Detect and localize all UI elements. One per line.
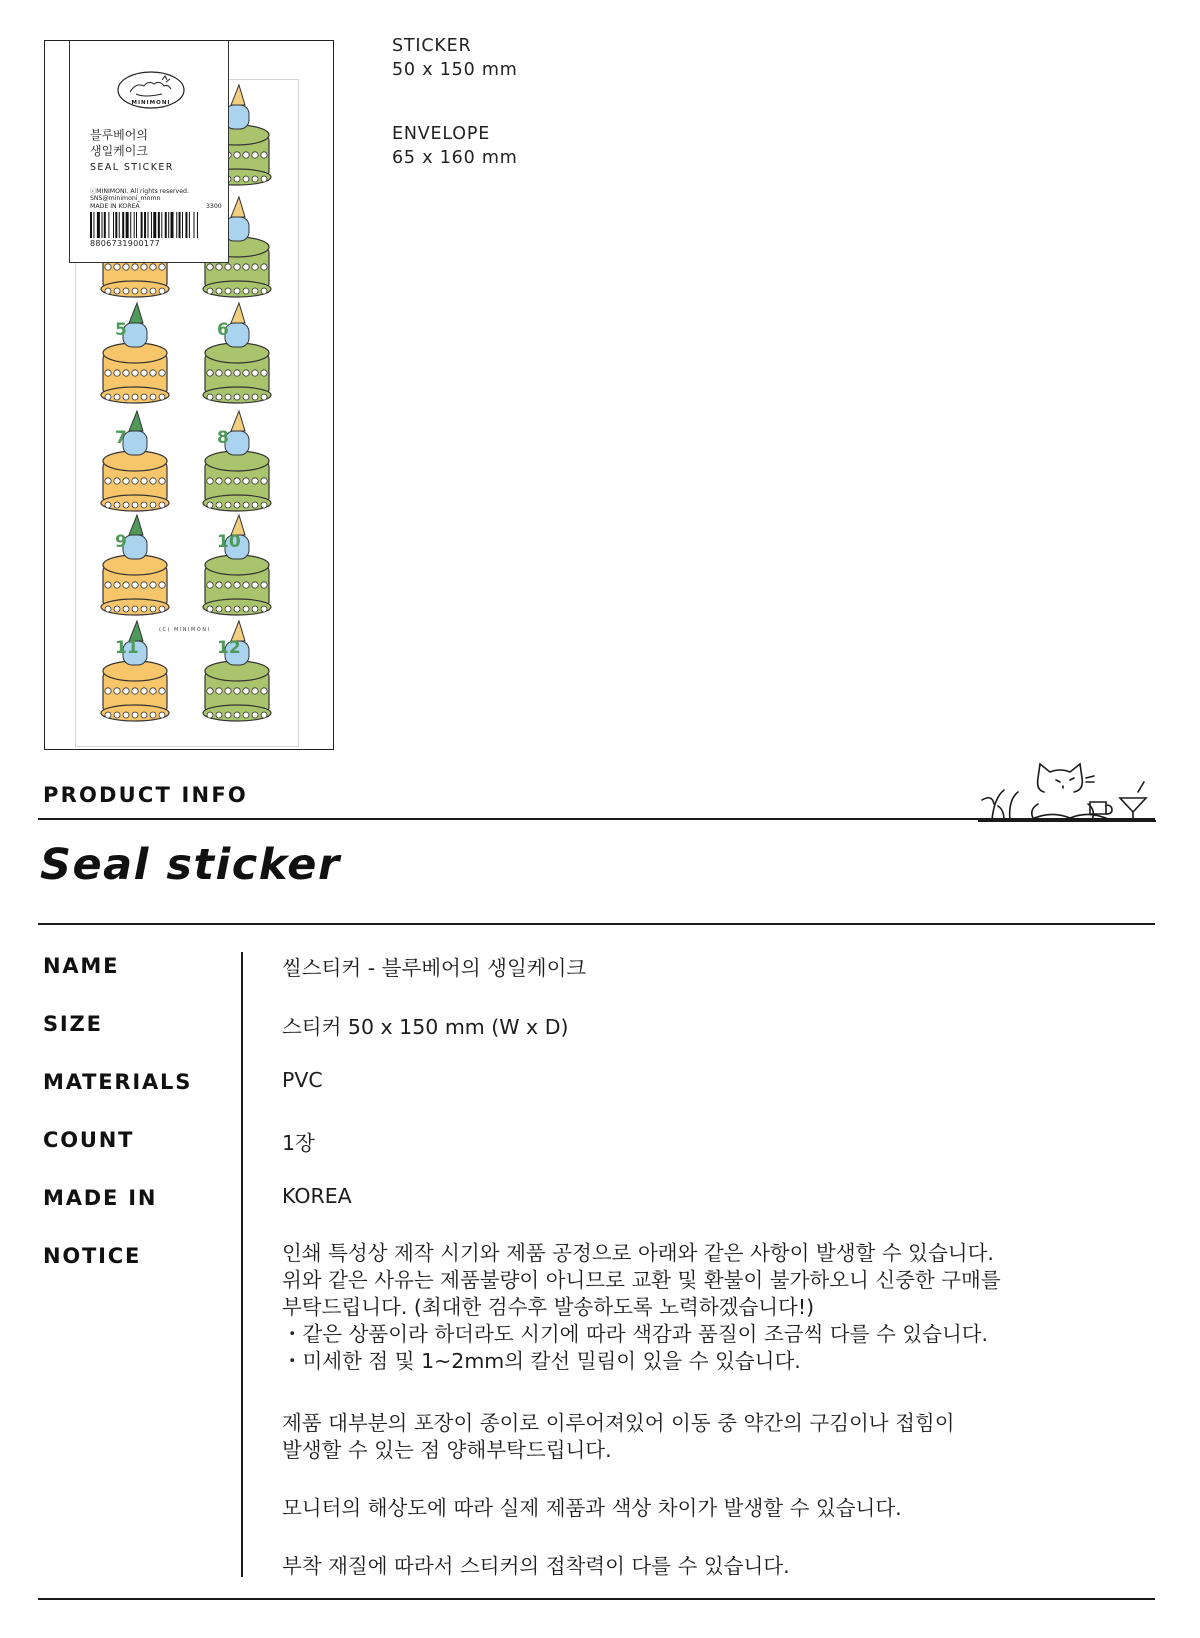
barcode-bar (182, 212, 183, 238)
barcode-bar (189, 212, 190, 238)
envelope-size: 65 x 160 mm (392, 148, 518, 168)
count-value: 1장 (282, 1131, 315, 1155)
barcode-bar (151, 212, 152, 238)
cat-reading-icon (978, 752, 1156, 822)
minimoni-logo-icon (116, 70, 186, 114)
barcode-bar (122, 212, 124, 238)
materials-value: PVC (282, 1068, 323, 1092)
made-in-value: KOREA (282, 1184, 352, 1208)
barcode-bar (165, 212, 167, 238)
tag-made-in: MADE IN KOREA (90, 203, 140, 210)
barcode-bar (134, 212, 135, 238)
notice-line: 위와 같은 사유는 제품불량이 아니므로 교환 및 환불이 불가하오니 신중한 구매를 (282, 1268, 1001, 1292)
barcode-bar (168, 212, 169, 238)
size-label: SIZE (43, 1012, 103, 1036)
barcode-bar (158, 212, 160, 238)
barcode-bar (97, 212, 100, 238)
barcode-bar (93, 212, 94, 238)
name-label: NAME (43, 954, 120, 978)
cake-number: 9 (115, 532, 127, 552)
cake-number: 10 (217, 532, 241, 552)
name-value: 씰스티커 - 블루베어의 생일케이크 (282, 956, 587, 980)
notice-line: 모니터의 해상도에 따라 실제 제품과 색상 차이가 발생할 수 있습니다. (282, 1496, 902, 1520)
sheet-copyright: (C) MINIMONI (159, 627, 211, 633)
barcode-bar (171, 212, 174, 238)
barcode-bar (185, 212, 187, 238)
barcode-bar (148, 212, 149, 238)
divider-top (38, 818, 1155, 820)
notice-line: 부탁드립니다. (최대한 검수후 발송하도록 노력하겠습니다!) (282, 1295, 815, 1319)
barcode-bar (90, 212, 92, 238)
cake-number: 7 (115, 428, 127, 448)
cake-number: 12 (217, 638, 241, 658)
barcode-bar (108, 212, 109, 238)
cake-number: 8 (217, 428, 229, 448)
cake-sticker (101, 621, 169, 721)
notice-line: 인쇄 특성상 제작 시기와 제품 공정으로 아래와 같은 사항이 발생할 수 있습니다. (282, 1241, 994, 1265)
divider-middle (38, 923, 1155, 925)
barcode-bar (161, 212, 162, 238)
cake-sticker (203, 411, 271, 511)
count-label: COUNT (43, 1128, 135, 1152)
tag-price: 3300 (206, 203, 222, 210)
barcode-bar (197, 212, 198, 238)
tag-title-line1: 블루베어의 (90, 128, 148, 142)
divider-bottom (38, 1598, 1155, 1600)
notice-line: ・미세한 점 및 1~2mm의 칼선 밀림이 있을 수 있습니다. (282, 1349, 801, 1373)
table-divider (241, 952, 243, 1577)
made-in-label: MADE IN (43, 1186, 158, 1210)
barcode-bar (102, 212, 103, 238)
notice-label: NOTICE (43, 1244, 142, 1268)
barcode-bar (194, 212, 195, 238)
materials-label: MATERIALS (43, 1070, 193, 1094)
barcode-bar (119, 212, 120, 238)
cake-sticker (101, 515, 169, 615)
size-value: 스티커 50 x 150 mm (W x D) (282, 1015, 569, 1039)
product-title: Seal sticker (40, 840, 341, 890)
cake-sticker (101, 411, 169, 511)
cake-sticker (203, 515, 271, 615)
tag-title-line2: 생일케이크 (90, 144, 148, 158)
sticker-size: 50 x 150 mm (392, 60, 518, 80)
section-label: PRODUCT INFO (43, 783, 248, 807)
envelope-label: ENVELOPE (392, 124, 491, 144)
barcode-bar (144, 212, 146, 238)
barcode-bar (113, 212, 114, 238)
cake-number: 6 (217, 320, 229, 340)
barcode-bar (126, 212, 129, 238)
barcode-bar (153, 212, 156, 238)
barcode-bar (104, 212, 106, 238)
cake-number: 11 (115, 638, 139, 658)
barcode-bar (141, 212, 143, 238)
barcode-bar (136, 212, 137, 238)
barcode-bar (130, 212, 131, 238)
notice-line: 발생할 수 있는 점 양해부탁드립니다. (282, 1438, 612, 1462)
tag-subtitle: SEAL STICKER (90, 162, 174, 173)
barcode-icon (90, 212, 218, 238)
sticker-label: STICKER (392, 36, 472, 56)
logo-text: MINIMONI (131, 100, 171, 106)
barcode-bar (176, 212, 177, 238)
notice-line: 제품 대부분의 포장이 종이로 이루어져있어 이동 중 약간의 구김이나 접힘이 (282, 1411, 955, 1435)
cake-sticker (203, 303, 271, 403)
package-tag (69, 40, 229, 263)
barcode-number: 8806731900177 (90, 239, 161, 248)
barcode-bar (115, 212, 117, 238)
notice-line: 부착 재질에 따라서 스티커의 접착력이 다를 수 있습니다. (282, 1554, 790, 1578)
cake-sticker (101, 303, 169, 403)
product-image (44, 40, 334, 750)
tag-rights: ⓒMINIMONI. All rights reserved. (90, 188, 189, 195)
barcode-bar (179, 212, 181, 238)
notice-line: ・같은 상품이라 하더라도 시기에 따라 색감과 품질이 조금씩 다를 수 있습니다. (282, 1322, 989, 1346)
cake-sticker (203, 621, 271, 721)
tag-sns: SNS@minimoni_mnmn (90, 195, 161, 202)
cake-number: 5 (115, 320, 127, 340)
